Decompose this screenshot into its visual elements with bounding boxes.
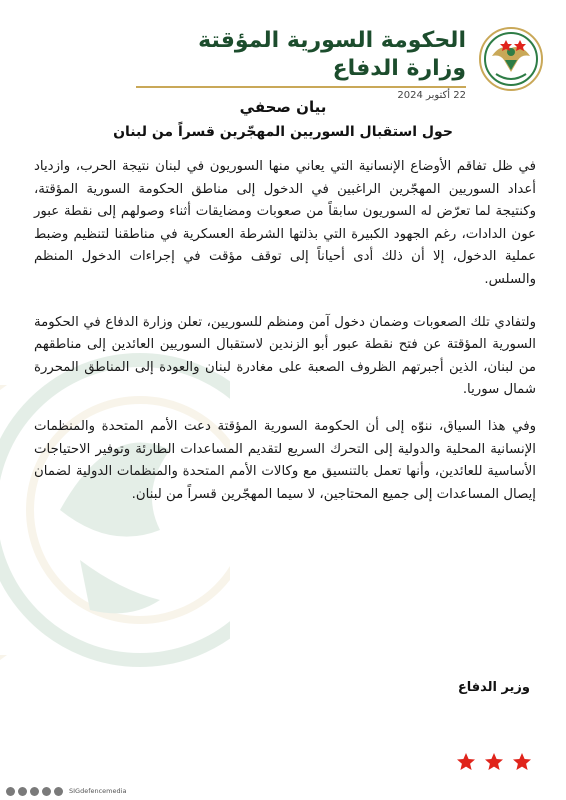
red-star-icon — [512, 752, 532, 772]
document-date: 22 أكتوبر 2024 — [397, 90, 466, 101]
government-name: الحكومة السورية المؤقتة — [198, 28, 466, 53]
stars-decoration — [456, 752, 546, 774]
social-footer — [0, 782, 566, 800]
document-subtitle: حول استقبال السوريين المهجّرين قسراً من لبنان — [113, 124, 453, 140]
social-handle: SIGdefencemedia — [69, 787, 127, 795]
ministry-emblem-icon — [478, 26, 544, 92]
facebook-icon — [6, 787, 15, 796]
instagram-icon — [30, 787, 39, 796]
paragraph-2: ولتفادي تلك الصعوبات وضمان دخول آمن ومنظم للسوريين، تعلن وزارة الدفاع في الحكومة السورية المؤقتة عن فتح نقطة عبور أبو الزندين لاستقبال السوريين العائدين إلى مناطقهم من لبنان، الذين أجبرتهم الظروف الصعبة على مغادرة لبنان والعودة إلى المناطق المحررة شمال سوريا. — [34, 314, 536, 398]
youtube-icon — [54, 787, 63, 796]
red-star-icon — [456, 752, 476, 772]
signature: وزير الدفاع — [457, 680, 530, 695]
letterhead — [0, 18, 566, 108]
telegram-icon — [42, 787, 51, 796]
document-body — [34, 156, 536, 520]
red-star-icon — [484, 752, 504, 772]
header-divider — [136, 86, 466, 88]
twitter-icon — [18, 787, 27, 796]
paragraph-3: وفي هذا السياق، ننوّه إلى أن الحكومة السورية المؤقتة دعت الأمم المتحدة والمنظمات الإنسانية المحلية والدولية إلى التحرك السريع لتقديم المساعدات الطارئة وتوفير الاحتياجات الأساسية للعائدين، وأنها تعمل بالتنسيق مع وكالات الأمم المتحدة والمنظمات الدولية لضمان إيصال المساعدات إلى جميع المحتاجين، لا سيما المهجّرين قسراً من لبنان. — [34, 418, 536, 502]
ministry-name: وزارة الدفاع — [332, 56, 466, 81]
document-title: بيان صحفي — [239, 98, 327, 116]
paragraph-1: في ظل تفاقم الأوضاع الإنسانية التي يعاني منها السوريون في لبنان نتيجة الحرب، وازدياد أعداد السوريين المهجّرين الراغبين في الدخول إلى مناطق الحكومة السورية المؤقتة، وكنتيجة لما تعرّض له السوريون سابقاً من صعوبات ومضايقات أثناء وصولهم إلى نقطة عبور عون الدادات، رغم الجهود الكبيرة التي بذلتها الشرطة العسكرية في مناطقنا لتنظيم وضبط عملية الدخول، إلا أن ذلك أدى أحياناً إلى توقف مؤقت في إجراءات الدخول المنظم والسلس. — [34, 159, 536, 287]
